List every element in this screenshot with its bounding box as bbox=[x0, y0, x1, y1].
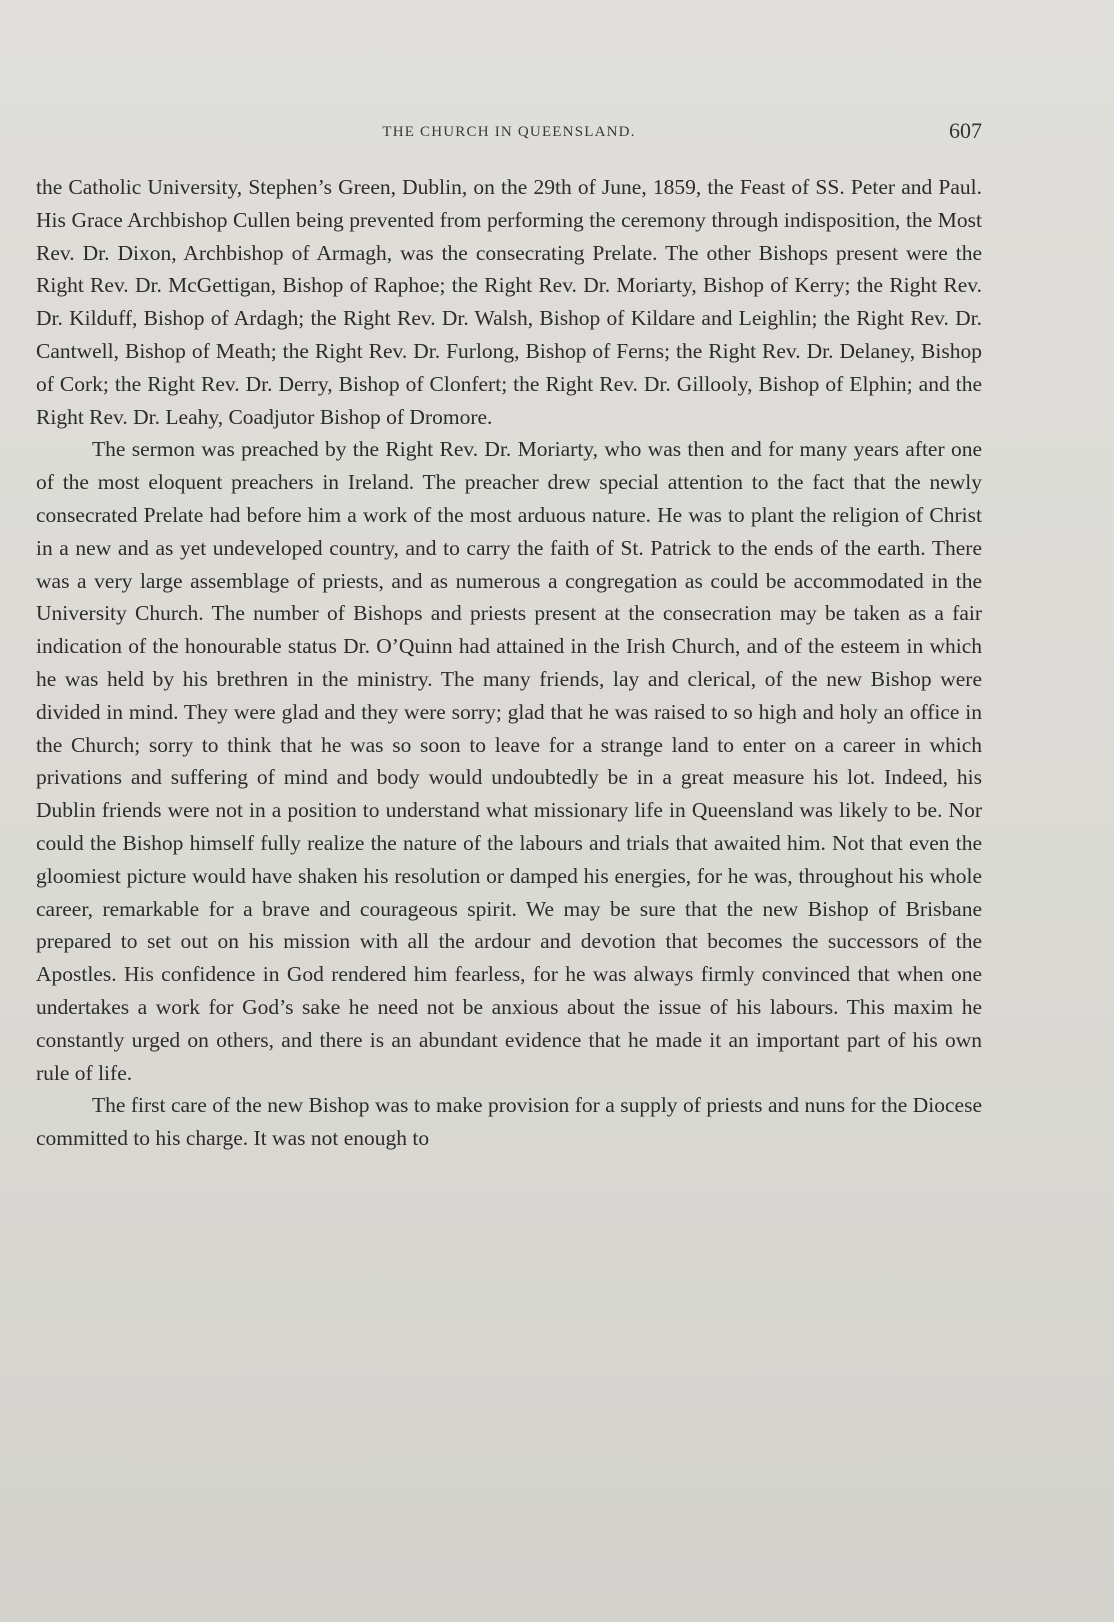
paragraph-first-care: The first care of the new Bishop was to make provision for a supply of priests and nuns for the Diocese committed to his charge. It was not enough to bbox=[36, 1093, 982, 1151]
paragraph-sermon: The sermon was preached by the Right Rev. Dr. Moriarty, who was then and for many years after one of the most eloquent preachers in Ireland. The preacher drew special attention to the fact that the newly consecrated Prelate had before him a work of the most arduous nature. He was to plant the religion of Christ in a new and as yet undeveloped country, and to carry the faith of St. Patrick to the ends of the earth. There was a very large assemblage of priests, and as numerous a congregation as could be accommodated in the University Church. The number of Bishops and priests present at the consecration may be taken as a fair indication of the honourable status Dr. O’Quinn had attained in the Irish Church, and of the esteem in which he was held by his brethren in the ministry. The many friends, lay and clerical, of the new Bishop were divided in mind. They were glad and they were sorry; glad that he was raised to so high and holy an office in the Church; sorry to think that he was so soon to leave for a strange land to enter on a career in which privations and suffering of mind and body would undoubtedly be in a great measure his lot. Indeed, his Dublin friends were not in a position to understand what missionary life in Queensland was likely to be. Nor could the Bishop himself fully realize the nature of the labours and trials that awaited him. Not that even the gloomiest picture would have shaken his resolution or damped his energies, for he was, throughout his whole career, remarkable for a brave and courageous spirit. We may be sure that the new Bishop of Brisbane prepared to set out on his mission with all the ardour and devotion that becomes the successors of the Apostles. His confidence in God rendered him fearless, for he was always firmly convinced that when one undertakes a work for God’s sake he need not be anxious about the issue of his labours. This maxim he constantly urged on others, and there is an abundant evidence that he made it an important part of his own rule of life. bbox=[36, 437, 982, 1085]
running-title: THE CHURCH IN QUEENSLAND. bbox=[382, 124, 636, 140]
running-head bbox=[36, 118, 982, 148]
page-number: 607 bbox=[949, 118, 982, 143]
body-text bbox=[36, 171, 982, 1155]
paragraph-consecration: the Catholic University, Stephen’s Green, Dublin, on the 29th of June, 1859, the Feast of SS. Peter and Paul. His Grace Archbishop Cullen being prevented from performing the ceremony through indisposition, the Most Rev. Dr. Dixon, Archbishop of Armagh, was the consecrating Prelate. The other Bishops present were the Right Rev. Dr. McGettigan, Bishop of Raphoe; the Right Rev. Dr. Moriarty, Bishop of Kerry; the Right Rev. Dr. Kilduff, Bishop of Ardagh; the Right Rev. Dr. Walsh, Bishop of Kildare and Leighlin; the Right Rev. Dr. Cantwell, Bishop of Meath; the Right Rev. Dr. Furlong, Bishop of Ferns; the Right Rev. Dr. Delaney, Bishop of Cork; the Right Rev. Dr. Derry, Bishop of Clonfert; the Right Rev. Dr. Gillooly, Bishop of Elphin; and the Right Rev. Dr. Leahy, Coadjutor Bishop of Dromore. bbox=[36, 175, 982, 429]
